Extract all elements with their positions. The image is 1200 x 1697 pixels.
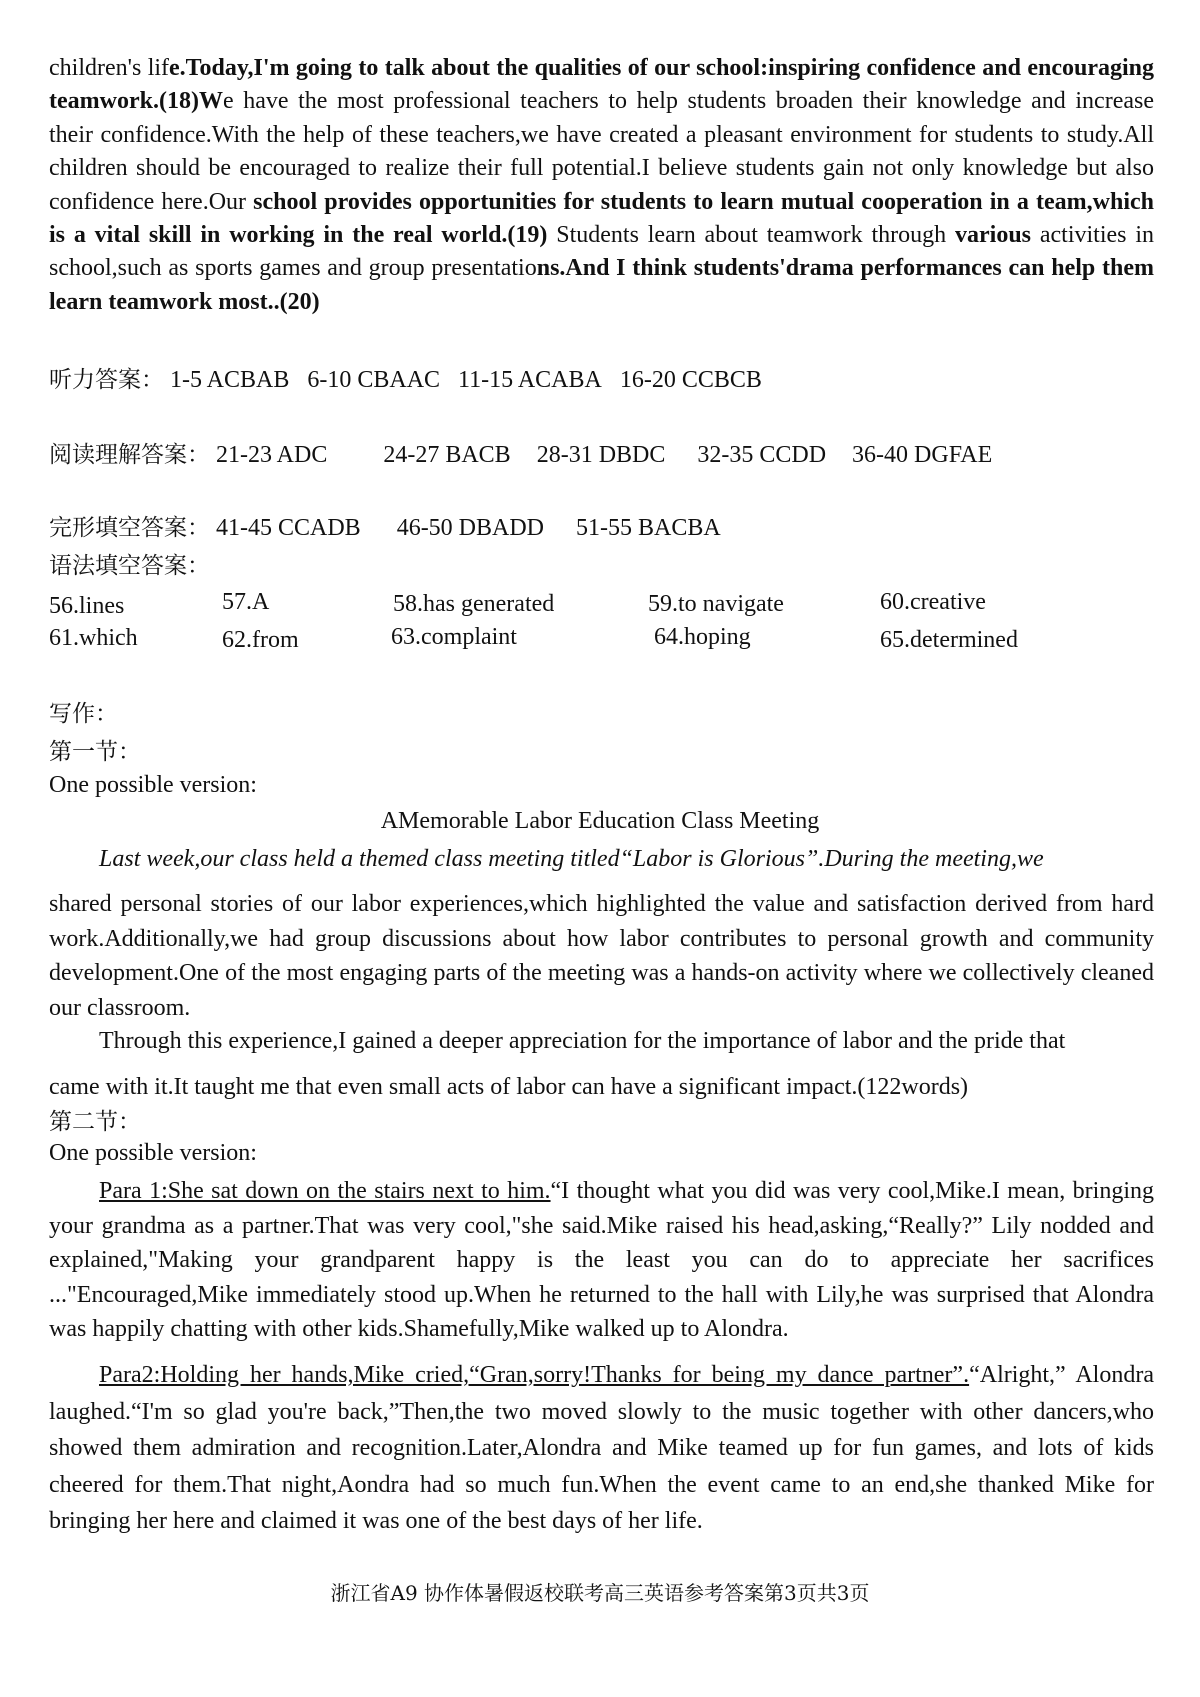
reading-answers bbox=[49, 436, 992, 469]
writing-section-2-version: One possible version: bbox=[49, 1140, 257, 1166]
answer-group: 41-45 CCADB bbox=[216, 515, 361, 541]
writing-section-1-heading: 第一节： bbox=[49, 739, 141, 765]
listening-script-excerpt bbox=[49, 52, 1154, 319]
script-key-sentence: ns.And I think students'drama performances can help them learn teamwork most..(20) bbox=[49, 255, 1155, 315]
answer-group: 51-55 BACBA bbox=[576, 515, 721, 541]
answer-group: 11-15 ACABA bbox=[458, 367, 602, 393]
grammar-answer: 62.from bbox=[222, 627, 299, 653]
essay-first-line bbox=[49, 842, 1154, 876]
answer-group: 32-35 CCDD bbox=[697, 442, 827, 468]
page-footer: 浙江省A9 协作体暑假返校联考高三英语参考答案第3页共3页 bbox=[330, 1581, 870, 1605]
script-text: children's lif bbox=[49, 55, 170, 81]
script-text: e have the most professional teachers to help students broaden their knowledge and increase their confidence.With the help of these teachers,we have created a pleasant environment for students to study.All children should be encouraged to realize their full potential.I believe students gain not only knowledge but also confidence here.Our bbox=[49, 88, 1154, 215]
answer-group: 6-10 CBAAC bbox=[307, 367, 441, 393]
essay-title: AMemorable Labor Education Class Meeting bbox=[380, 808, 820, 834]
grammar-answers-heading bbox=[49, 547, 210, 580]
continuation-para-1 bbox=[49, 1174, 1154, 1347]
essay-paragraph-2: Through this experience,I gained a deeper appreciation for the importance of labor and the pride that bbox=[99, 1028, 1066, 1054]
script-text: activities in school,such as sports games and group presentatio bbox=[49, 222, 1155, 282]
grammar-answer: 58.has generated bbox=[393, 591, 555, 617]
para-2-text: “Alright,” Alondra laughed.“I'm so glad you're back,”Then,the two moved slowly to the music together with other dancers,who showed them admiration and recognition.Later,Alondra and Mike teamed up for fun games, and lots of kids cheered for them.That night,Aondra had so much fun.When the event came to an end,she thanked Mike for bringing her here and claimed it was one of the best days of her life. bbox=[49, 1362, 1154, 1534]
grammar-answers-label: 语法填空答案： bbox=[49, 553, 210, 579]
script-key-sentence: school provides opportunities for students to learn mutual cooperation in a team,which is a vital skill in working in the real world.(19) bbox=[49, 188, 1154, 249]
continuation-para-2 bbox=[49, 1357, 1154, 1540]
para-2-given-opening: Para2:Holding her hands,Mike cried,“Gran,sorry!Thanks for being my dance partner”. bbox=[99, 1362, 970, 1388]
reading-answers-label: 阅读理解答案： bbox=[49, 442, 210, 468]
cloze-answers-label: 完形填空答案： bbox=[49, 515, 210, 541]
answer-group: 16-20 CCBCB bbox=[619, 367, 762, 393]
essay-paragraph-2-cont: came with it.It taught me that even small acts of labor can have a significant impact.(122words) bbox=[49, 1074, 969, 1100]
answer-group: 28-31 DBDC bbox=[536, 442, 666, 468]
cloze-answers bbox=[49, 509, 721, 542]
grammar-answer: 56.lines bbox=[49, 593, 125, 619]
answer-group: 21-23 ADC bbox=[216, 442, 328, 468]
grammar-answer: 57.A bbox=[222, 589, 270, 615]
grammar-answer: 65.determined bbox=[880, 627, 1018, 653]
para-1-text: “I thought what you did was very cool,Mike.I mean, bringing your grandma as a partner.That was very cool,"she said.Mike raised his head,asking,“Really?” Lily nodded and explained,"Making your grandparent happy is the least you can do to appreciate her sacrifices ..."Encouraged,Mike immediately stood up.When he returned to the hall with Lily,he was surprised that Alondra was happily chatting with other kids.Shamefully,Mike walked up to Alondra. bbox=[49, 1178, 1154, 1343]
script-key-word: various bbox=[955, 222, 1032, 249]
grammar-answer: 61.which bbox=[49, 625, 138, 651]
grammar-answer: 63.complaint bbox=[391, 624, 517, 650]
answer-group: 36-40 DGFAE bbox=[852, 442, 993, 468]
para-1-given-opening: Para 1:She sat down on the stairs next to him. bbox=[99, 1178, 551, 1204]
writing-section-2-heading: 第二节： bbox=[49, 1109, 141, 1135]
script-key-sentence: e.Today,I'm going to talk about the qualities of our school:inspiring confidence and encouraging teamwork.(18)W bbox=[49, 55, 1154, 115]
listening-answers bbox=[49, 361, 762, 394]
writing-section-1-version: One possible version: bbox=[49, 772, 257, 798]
answer-group: 1-5 ACBAB bbox=[170, 367, 290, 393]
grammar-answer: 64.hoping bbox=[654, 624, 751, 650]
script-text: Students learn about teamwork through bbox=[547, 222, 956, 249]
essay-italic-opening: Last week,our class held a themed class meeting titled“Labor is Glorious”.During the meeting,we bbox=[99, 846, 1044, 872]
writing-heading: 写作： bbox=[49, 701, 118, 727]
grammar-answer: 60.creative bbox=[880, 589, 986, 615]
answer-group: 46-50 DBADD bbox=[396, 515, 545, 541]
answer-group: 24-27 BACB bbox=[383, 442, 511, 468]
essay-paragraph-1: shared personal stories of our labor experiences,which highlighted the value and satisfaction derived from hard work.Additionally,we had group discussions about how labor contributes to personal growth and community development.One of the most engaging parts of the meeting was a hands-on activity where we collectively cleaned our classroom. bbox=[49, 891, 1154, 1021]
listening-answers-label: 听力答案： bbox=[49, 367, 164, 393]
grammar-answer: 59.to navigate bbox=[648, 591, 784, 617]
